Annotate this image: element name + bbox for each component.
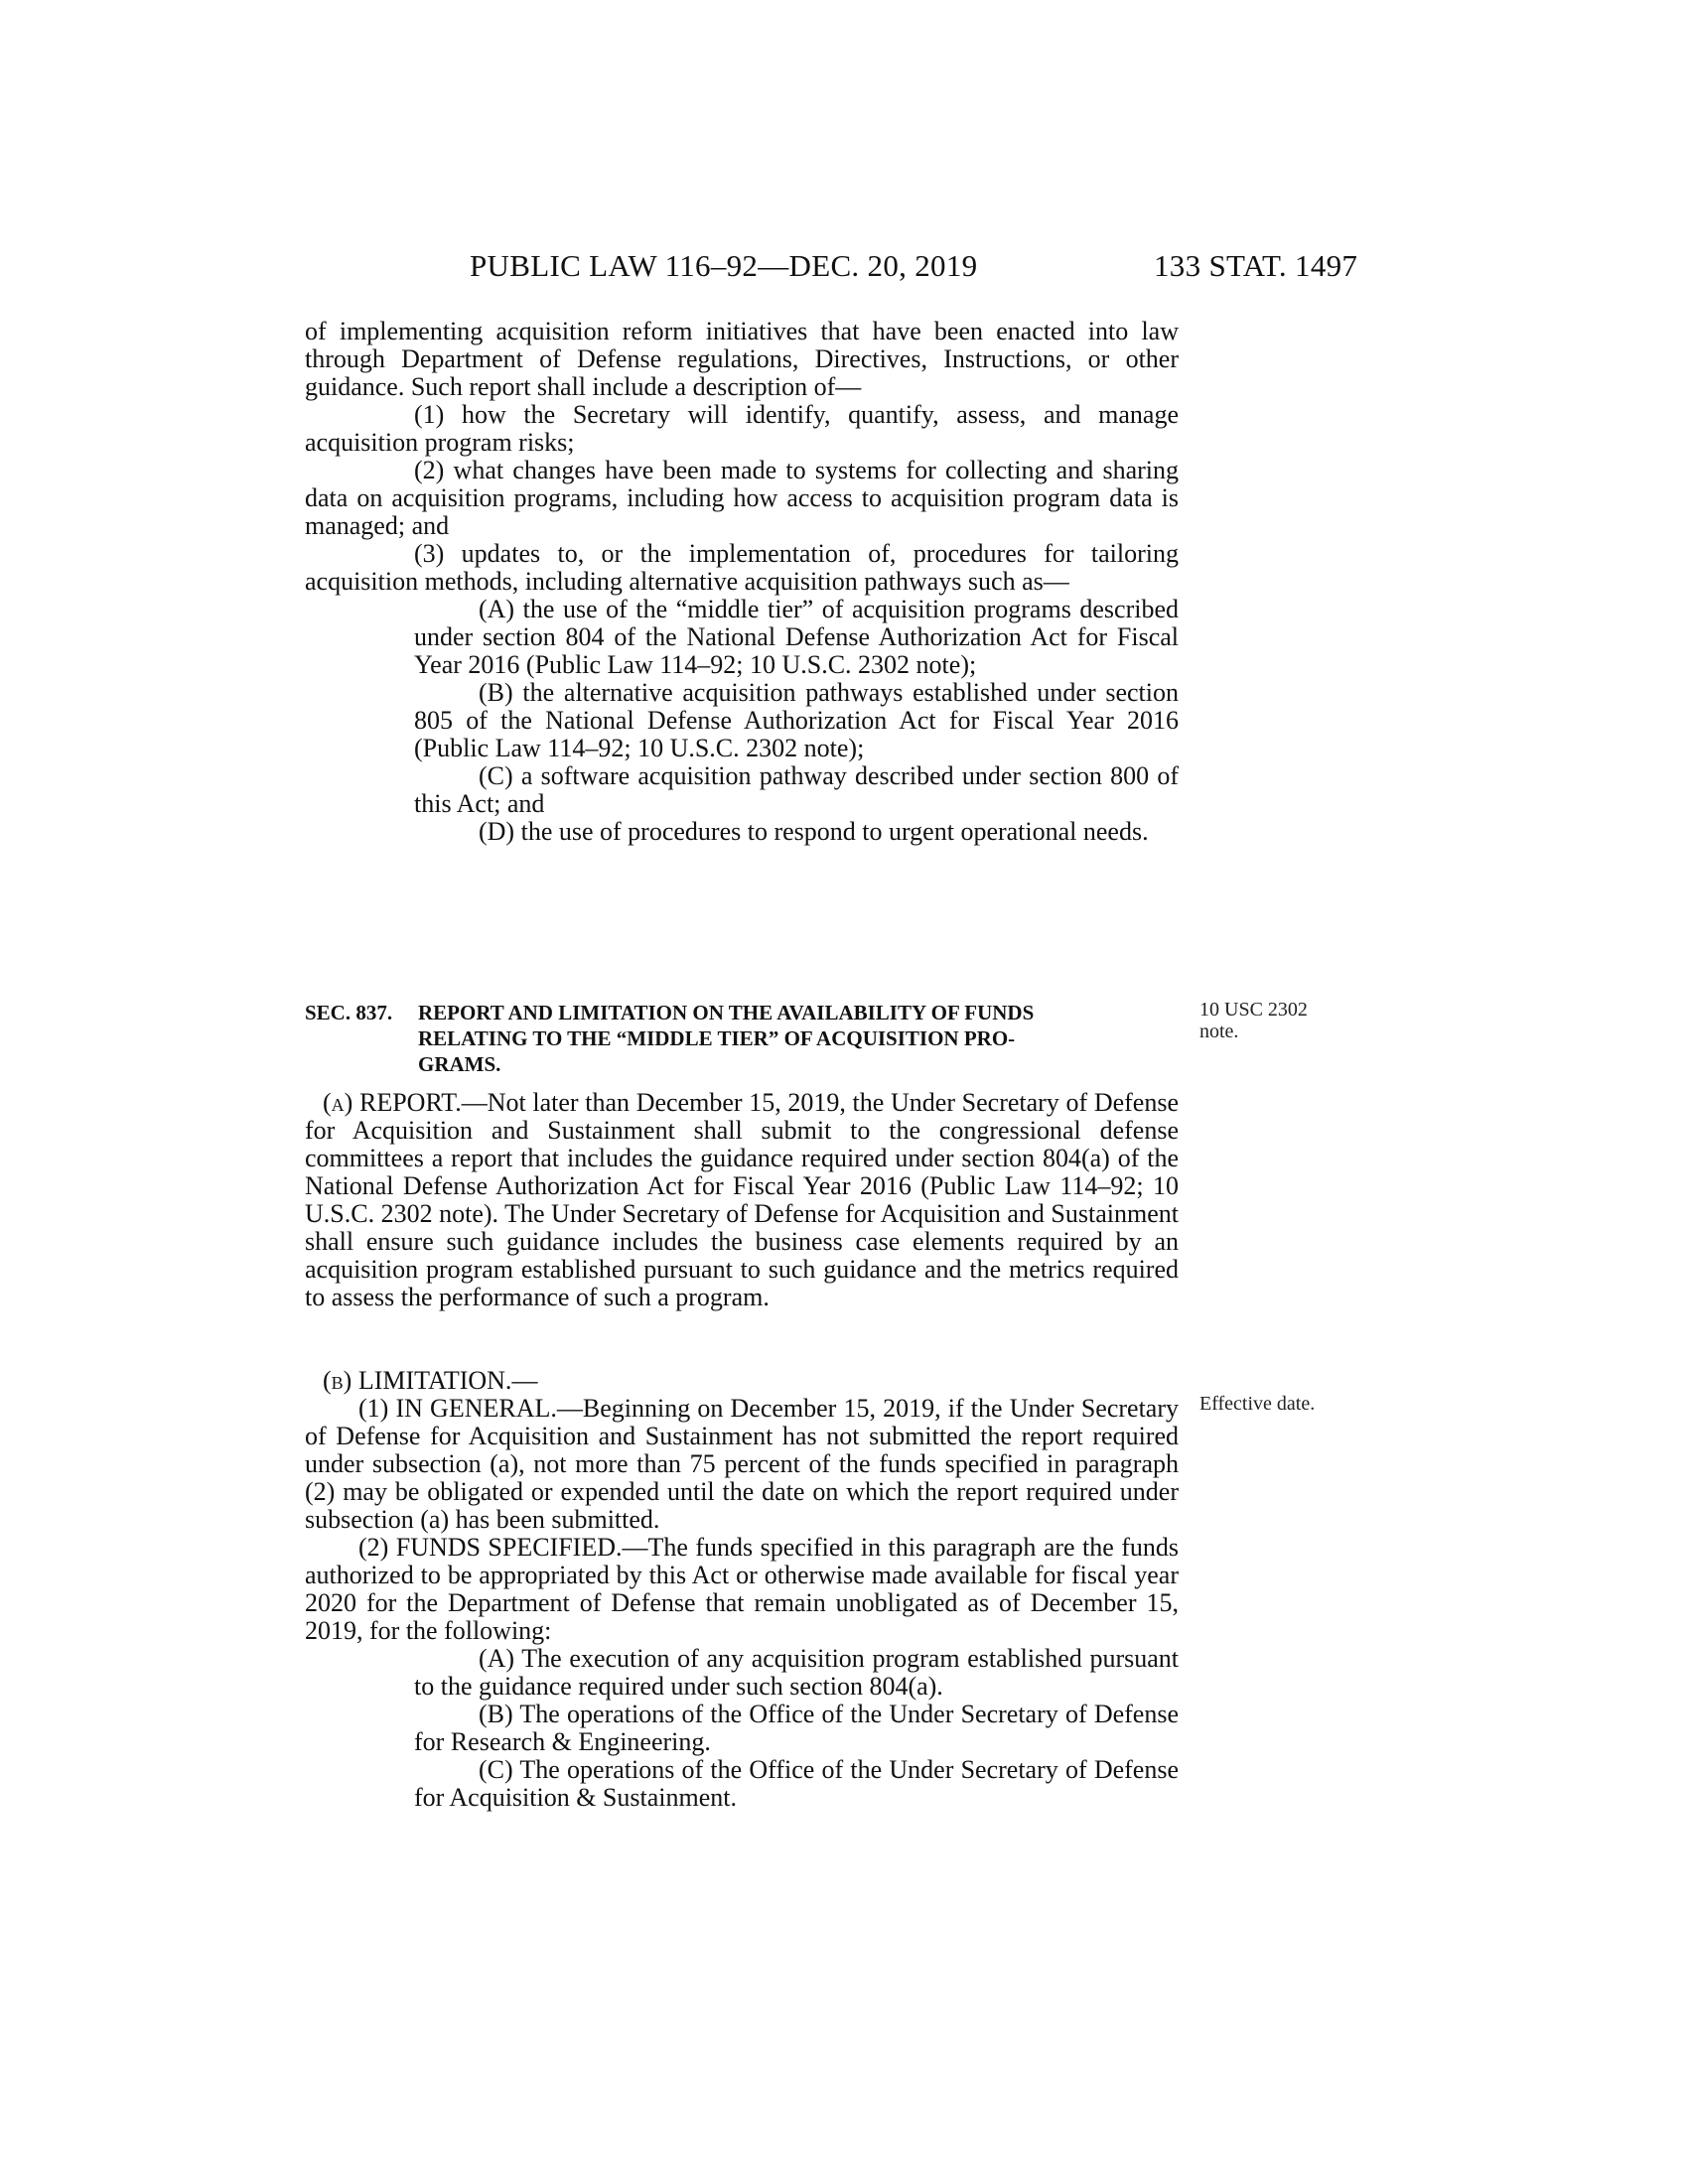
list-item-c: (C) a software acquisition pathway described under section 800 of this Act; and	[414, 761, 1179, 818]
paragraph-b2-c: (C) The operations of the Office of the Under Secretary of Defense for Acquisition & Sustainment.	[414, 1755, 1179, 1812]
list-item-d: (D) the use of procedures to respond to urgent operational needs.	[479, 817, 1149, 846]
list-item-1: (1) how the Secretary will identify, quantify, assess, and manage acquisition program risks;	[305, 400, 1179, 457]
continued-text-block	[305, 318, 1179, 846]
section-title-line-2: RELATING TO THE “MIDDLE TIER” OF ACQUISITION PRO-	[418, 1026, 1016, 1050]
usc-margin-note-line-2: note.	[1199, 1021, 1239, 1042]
list-item-3: (3) updates to, or the implementation of, procedures for tailoring acquisition methods, including alternative acquisition pathways such as—	[305, 539, 1179, 596]
paragraph-b2-text: —The funds specified in this paragraph are the funds authorized to be appropriated by this Act or otherwise made available for fiscal year 2020 for the Department of Defense that remain unobligated as of December 15, 2019, for the following:	[305, 1533, 1179, 1645]
paragraph-b2	[249, 1534, 1179, 1645]
subsection-b-heading-dash: —	[511, 1366, 538, 1395]
paragraph-b1-heading: (1) IN GENERAL.	[358, 1394, 557, 1423]
section-title-line-1: REPORT AND LIMITATION ON THE AVAILABILITY OF FUNDS	[418, 1001, 1035, 1024]
list-item-b: (B) the alternative acquisition pathways established under section 805 of the National Defense Authorization Act for Fiscal Year 2016 (Public Law 114–92; 10 U.S.C. 2302 note);	[414, 678, 1179, 762]
subsection-b	[305, 1367, 1179, 1812]
paragraph-b2-heading: (2) FUNDS SPECIFIED.	[358, 1533, 623, 1562]
subsection-b-heading: (b) LIMITATION.	[323, 1366, 512, 1395]
law-citation-header: PUBLIC LAW 116–92—DEC. 20, 2019	[470, 248, 978, 283]
subsection-a-heading: (a) REPORT.	[323, 1088, 462, 1117]
paragraph-b2-a: (A) The execution of any acquisition program established pursuant to the guidance required under such section 804(a).	[414, 1644, 1179, 1701]
subsection-a-text: —Not later than December 15, 2019, the Under Secretary of Defense for Acquisition and Sustainment shall submit to the congressional defense committees a report that includes the guidance required under section 804(a) of the National Defense Authorization Act for Fiscal Year 2016 (Public Law 114–92; 10 U.S.C. 2302 note). The Under Secretary of Defense for Acquisition and Sustainment shall ensure such guidance includes the business case elements required by an acquisition program established pursuant to such guidance and the metrics required to assess the performance of such a program.	[305, 1088, 1180, 1311]
statute-page-number: 133 STAT. 1497	[1154, 248, 1358, 283]
effective-date-margin-note: Effective date.	[1199, 1393, 1316, 1415]
subsection-a	[305, 1089, 1179, 1311]
section-heading	[305, 1000, 1179, 1077]
running-head	[0, 248, 1688, 288]
paragraph-b1	[249, 1395, 1179, 1534]
list-item-2: (2) what changes have been made to systems for collecting and sharing data on acquisition programs, including how access to acquisition program data is managed; and	[305, 456, 1179, 540]
paragraph-b1-text: —Beginning on December 15, 2019, if the Under Secretary of Defense for Acquisition and Sustainment has not submitted the report required under subsection (a), not more than 75 percent of the funds specified in paragraph (2) may be obligated or expended until the date on which the report required under subsection (a) has been submitted.	[305, 1394, 1179, 1534]
subsection-a-paragraph	[305, 1089, 1179, 1311]
usc-margin-note-line-1: 10 USC 2302	[1199, 999, 1308, 1021]
paragraph-b2-b: (B) The operations of the Office of the Under Secretary of Defense for Research & Engineering.	[414, 1700, 1179, 1756]
subsection-b-heading-line	[305, 1367, 1179, 1395]
usc-margin-note	[1199, 999, 1308, 1042]
list-item-a: (A) the use of the “middle tier” of acquisition programs described under section 804 of the National Defense Authorization Act for Fiscal Year 2016 (Public Law 114–92; 10 U.S.C. 2302 note);	[414, 595, 1179, 679]
section-title-line-3: GRAMS.	[418, 1052, 501, 1076]
intro-paragraph: of implementing acquisition reform initiatives that have been enacted into law through Department of Defense regulations, Directives, Instructions, or other guidance. Such report shall include a description of—	[305, 317, 1179, 401]
section-number: SEC. 837.	[305, 1001, 393, 1024]
